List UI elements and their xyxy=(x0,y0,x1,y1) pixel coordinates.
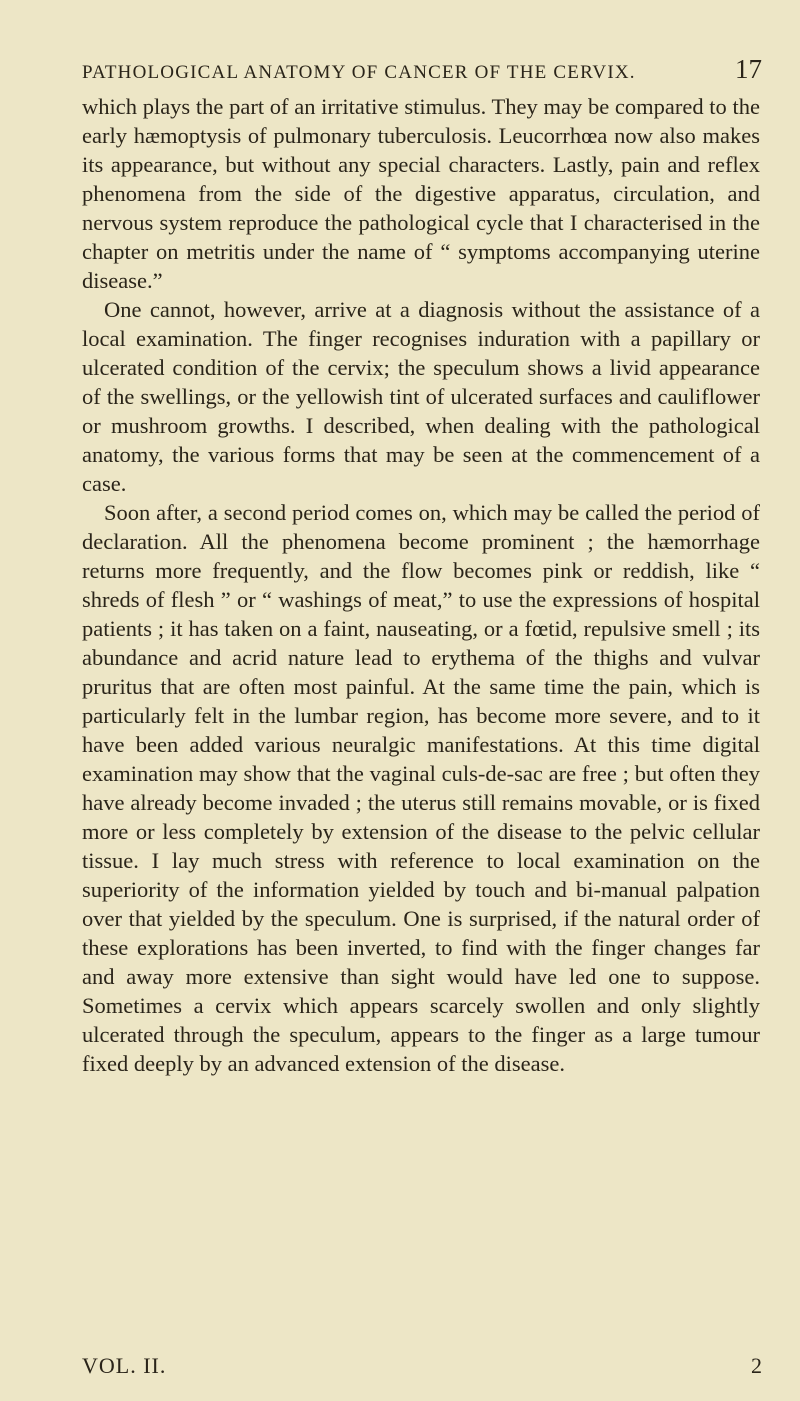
page-number: 17 xyxy=(735,54,762,84)
page-footer xyxy=(82,1353,762,1383)
paragraph: One cannot, however, arrive at a diagnosis without the assistance of a local examination. The finger recognises induration with a papillary or ulcerated condition of the cervix; the speculum shows a livid appearance of the swellings, or the yellowish tint of ulcerated surfaces and cauliflower or mushroom growths. I described, when dealing with the pathological anatomy, the various forms that may be seen at the commencement of a case. xyxy=(82,297,760,496)
running-head: PATHOLOGICAL ANATOMY OF CANCER OF THE CERVIX. xyxy=(82,62,636,83)
volume-label: VOL. II. xyxy=(82,1353,167,1378)
body-text xyxy=(82,92,760,1078)
paragraph: which plays the part of an irritative stimulus. They may be compared to the early hæmoptysis of pulmonary tuberculosis. Leucorrhœa now also makes its appearance, but without any special characters. Lastly, pain and reflex phenomena from the side of the digestive apparatus, circulation, and nervous system reproduce the pathological cycle that I characterised in the chapter on metritis under the name of “ symptoms accompanying uterine disease.” xyxy=(82,94,760,293)
paragraph: Soon after, a second period comes on, which may be called the period of declaration. All the phenomena become prominent ; the hæmorrhage returns more frequently, and the flow becomes pink or reddish, like “ shreds of flesh ” or “ washings of meat,” to use the expressions of hospital patients ; it has taken on a faint, nauseating, or a fœtid, repulsive smell ; its abundance and acrid nature lead to erythema of the thighs and vulvar pruritus that are often most painful. At the same time the pain, which is particularly felt in the lumbar region, has become more severe, and to it have been added various neuralgic manifestations. At this time digital examination may show that the vaginal culs-de-sac are free ; but often they have already become invaded ; the uterus still remains movable, or is fixed more or less completely by extension of the disease to the pelvic cellular tissue. I lay much stress with reference to local examination on the superiority of the information yielded by touch and bi-manual palpation over that yielded by the speculum. One is surprised, if the natural order of these explorations has been inverted, to find with the finger changes far and away more extensive than sight would have led one to suppose. Sometimes a cervix which appears scarcely swollen and only slightly ulcerated through the speculum, appears to the finger as a large tumour fixed deeply by an advanced extension of the disease. xyxy=(82,500,760,1076)
signature-mark: 2 xyxy=(751,1353,762,1378)
page-header xyxy=(82,40,762,84)
